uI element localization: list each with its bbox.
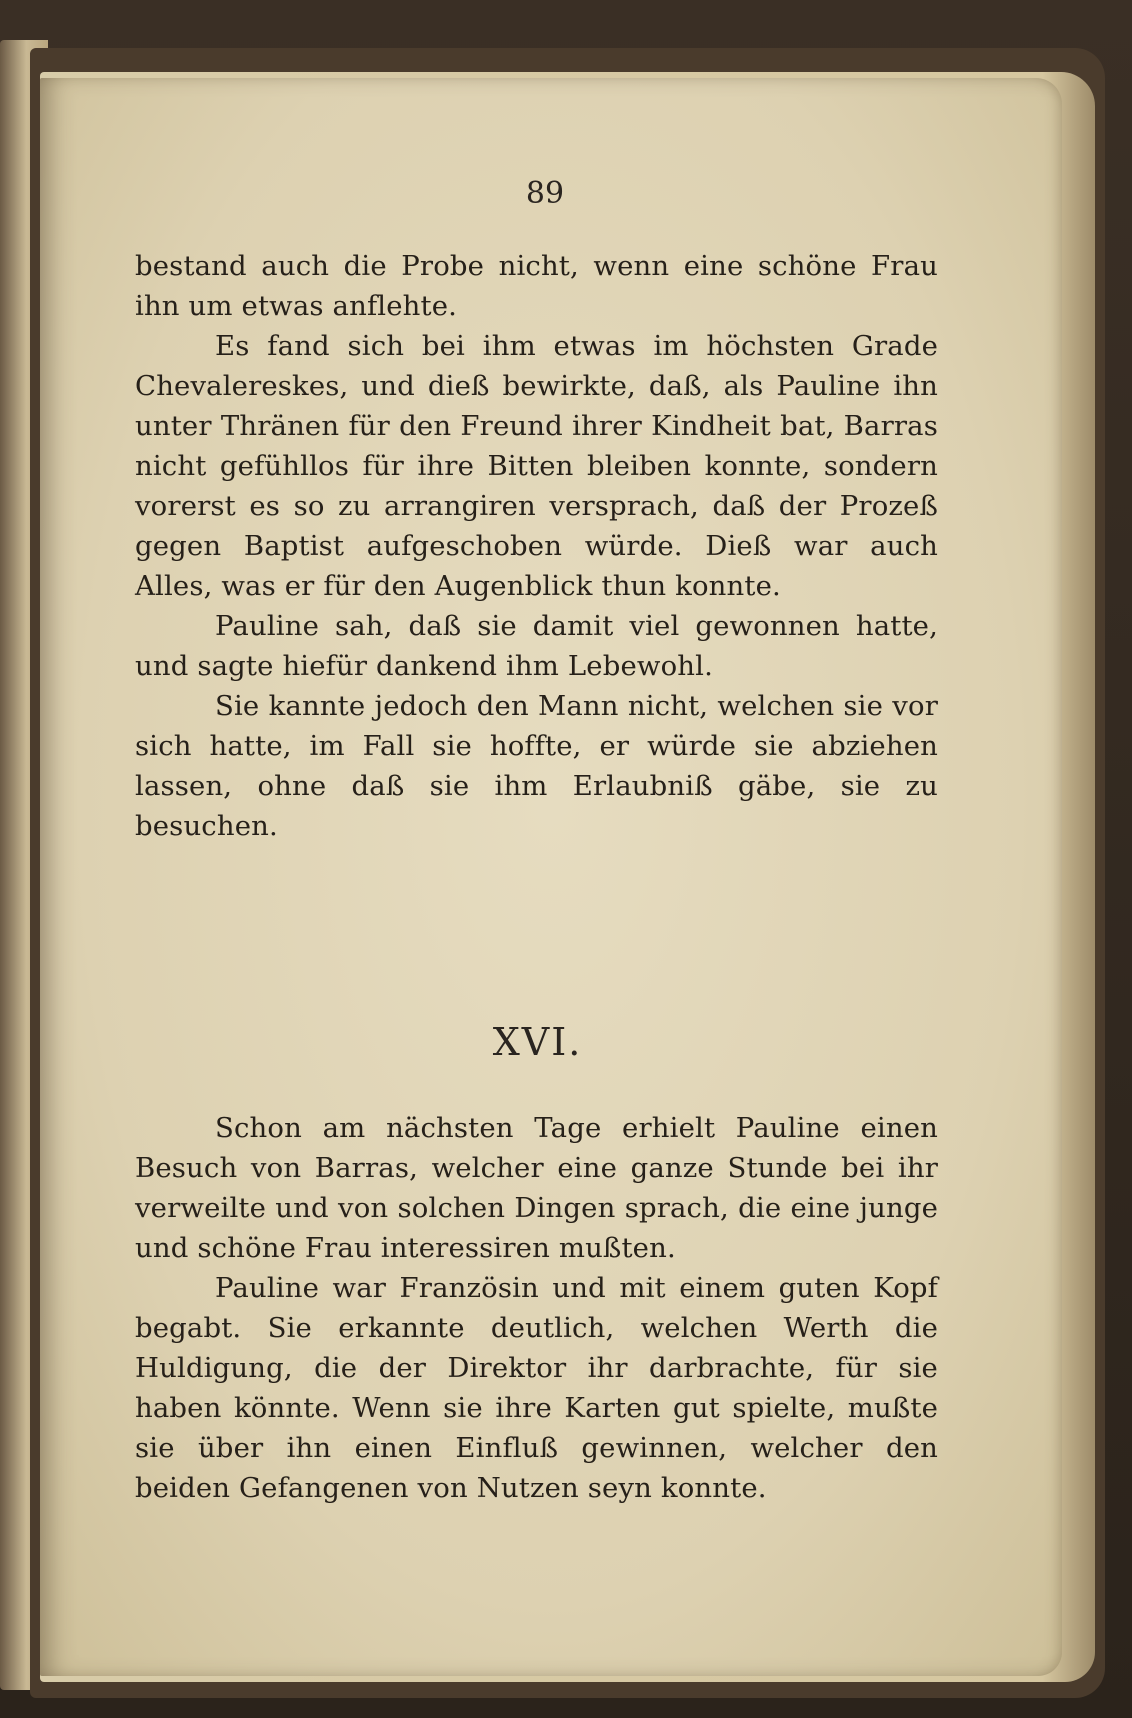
- chapter-heading: XVI.: [492, 1020, 583, 1064]
- paragraph: Schon am nächsten Tage erhielt Pauline einen Besuch von Barras, welcher eine ganze Stunde bei ihr verweilte und von solchen Dingen sprach, die eine junge und schöne Frau interessiren mußten.: [135, 1112, 938, 1264]
- paragraph: Sie kannte jedoch den Mann nicht, welchen sie vor sich hatte, im Fall sie hoffte, er würde sie abziehen lassen, ohne daß sie ihm Erlaubniß gäbe, sie zu besuchen.: [135, 690, 938, 842]
- paragraph: Pauline sah, daß sie damit viel gewonnen hatte, und sagte hiefür dankend ihm Lebewohl.: [135, 610, 938, 682]
- page-number: 89: [525, 176, 565, 211]
- paragraph: Es fand sich bei ihm etwas im höchsten Grade Chevalereskes, und dieß bewirkte, daß, als Pauline ihn unter Thränen für den Freund ihrer Kindheit bat, Barras nicht gefühllos für ihre Bitten bleiben konnte, sondern vorerst es so zu arrangiren versprach, daß der Prozeß gegen Baptist aufgeschoben würde. Dieß war auch Alles, was er für den Augenblick thun konnte.: [135, 330, 938, 602]
- paragraph: bestand auch die Probe nicht, wenn eine schöne Frau ihn um etwas anflehte.: [135, 250, 938, 322]
- text-block-top: [135, 246, 938, 846]
- text-block-bottom: [135, 1108, 938, 1508]
- paragraph: Pauline war Französin und mit einem guten Kopf begabt. Sie erkannte deutlich, welchen Werth die Huldigung, die der Direktor ihr darbrachte, für sie haben könnte. Wenn sie ihre Karten gut spielte, mußte sie über ihn einen Einfluß gewinnen, welcher den beiden Gefangenen von Nutzen seyn konnte.: [135, 1272, 938, 1504]
